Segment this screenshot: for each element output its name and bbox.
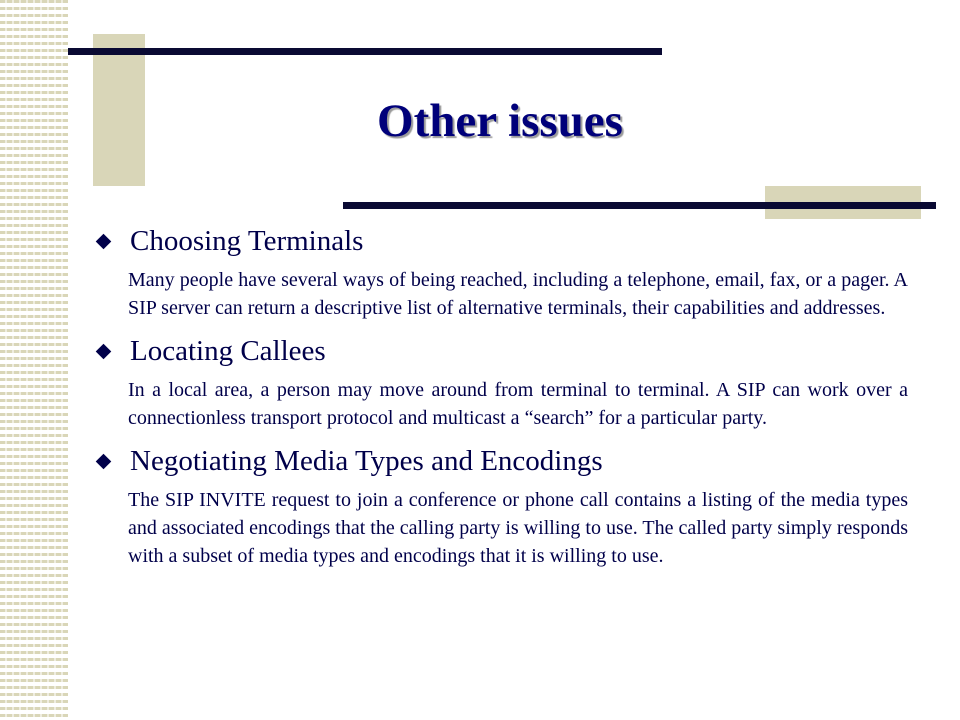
item-body: The SIP INVITE request to join a conference or phone call contains a listing of the media types and associated encodings that the calling party is willing to use. The called party simply responds with a subset of media types and encodings that it is willing to use. bbox=[128, 489, 908, 567]
item-heading bbox=[92, 442, 908, 480]
item-heading-text: Negotiating Media Types and Encodings bbox=[130, 445, 603, 477]
slide-content bbox=[92, 222, 908, 570]
slide-title: Other issues bbox=[377, 95, 623, 147]
item-heading-text: Choosing Terminals bbox=[130, 225, 364, 257]
item-body: Many people have several ways of being reached, including a telephone, email, fax, or a pager. A SIP server can return a descriptive list of alternative terminals, their capabilities and addresses. bbox=[128, 269, 908, 319]
item-heading-text: Locating Callees bbox=[130, 335, 326, 367]
list-item bbox=[92, 222, 908, 322]
title-top-rule bbox=[68, 48, 662, 55]
item-heading bbox=[92, 332, 908, 370]
list-item bbox=[92, 332, 908, 432]
item-body: In a local area, a person may move around from terminal to terminal. A SIP can work over a connectionless transport protocol and multicast a “search” for a particular party. bbox=[128, 379, 908, 429]
title-bottom-rule bbox=[343, 202, 936, 209]
title-decoration-bar bbox=[93, 34, 145, 186]
diamond-bullet-icon bbox=[96, 233, 112, 249]
diamond-bullet-icon bbox=[96, 453, 112, 469]
left-stripe-border bbox=[0, 0, 68, 720]
diamond-bullet-icon bbox=[96, 343, 112, 359]
item-heading bbox=[92, 222, 908, 260]
list-item bbox=[92, 442, 908, 570]
